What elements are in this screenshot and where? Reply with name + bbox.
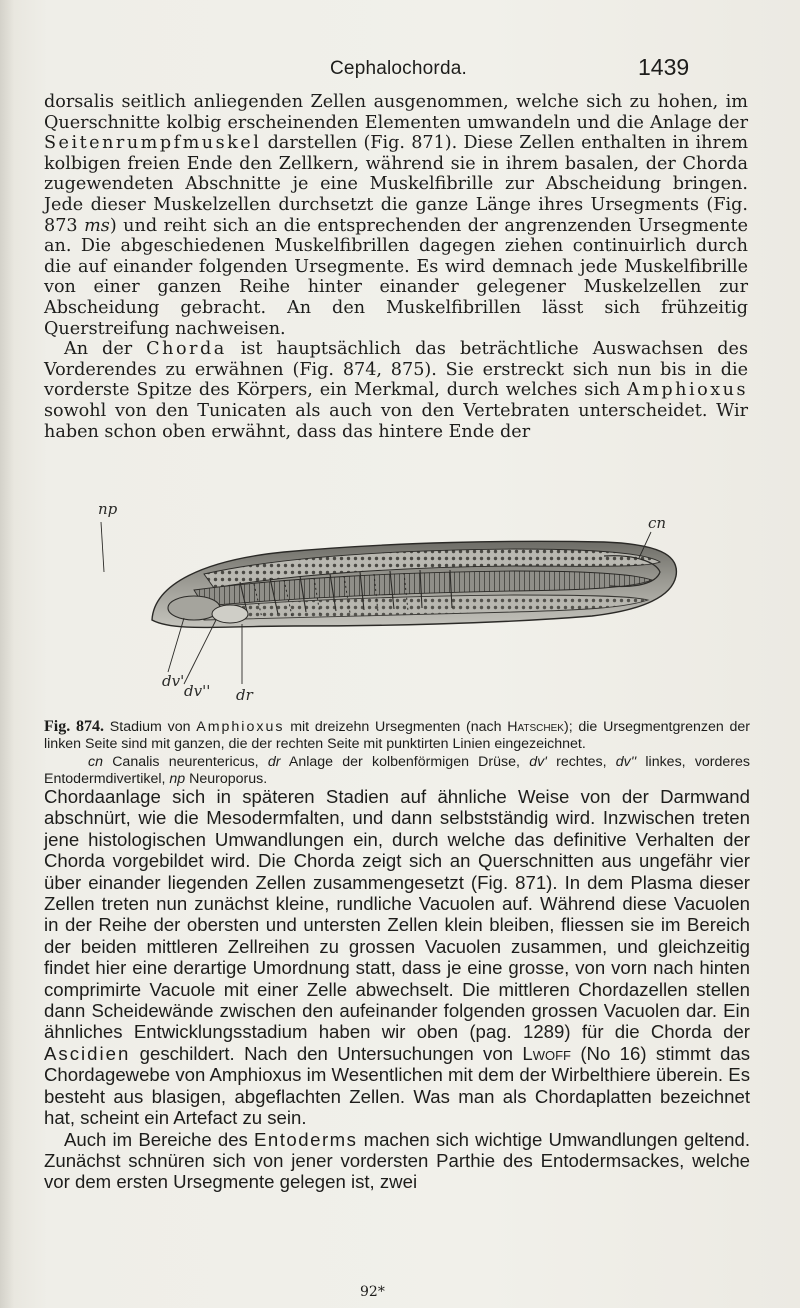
- text-run: sowohl von den Tunicaten als auch von den Vertebraten unterscheidet. Wir haben schon oben erwähnt, dass das hintere Ende der: [44, 400, 748, 442]
- text-run: mit dreizehn Ursegmenten (nach: [284, 719, 508, 735]
- text-run: rechtes,: [546, 753, 616, 770]
- printer-signature: 92*: [360, 1284, 385, 1300]
- text-run: Canalis neurentericus,: [102, 753, 268, 770]
- caption-term-amphioxus: Amphioxus: [196, 719, 285, 735]
- text-run: Auch im Bereiche des: [64, 1128, 255, 1150]
- text-run: Stadium von: [104, 719, 197, 735]
- text-run: ); die Ursegmentgrenzen der linken Seite sind mit ganzen, die der rechten Seite mit punktirten Linien eingezeichnet.: [44, 719, 751, 753]
- caption-main: [44, 718, 750, 754]
- running-title: Cephalochorda.: [330, 58, 467, 79]
- text-run: Anlage der kolbenförmigen Drüse,: [280, 753, 530, 770]
- text-run: linkes, vorderes Entodermdivertikel,: [44, 753, 751, 788]
- paragraph-chorda-development: [44, 786, 750, 1129]
- caption-author: Hatschek: [507, 719, 564, 735]
- legend-key: dv'': [615, 753, 637, 770]
- term-amphioxus: Amphioxus: [627, 380, 748, 401]
- label-dv1: dv': [162, 672, 185, 690]
- caption-legend: [44, 754, 750, 789]
- text-run: ) und reiht sich an die entsprechenden der angrenzenden Ursegmente an. Die abgeschiedenen Muskelfibrillen dagegen ziehen continuirlich durch die auf einander folgenden Ursegmente. Es wird demnach jede Muskelfibrille von einer ganzen Reihe hinter einander gelegener Muskelzellen zur Abscheidung gebracht. An den Muskelfibrillen lässt sich frühzeitig Querstreifung nachweisen.: [44, 215, 748, 339]
- label-np: np: [98, 500, 118, 518]
- label-cn: cn: [648, 514, 667, 532]
- term-chorda: Chorda: [146, 339, 227, 360]
- text-run: Neuroporus.: [185, 771, 268, 788]
- text-run: An der: [64, 339, 147, 360]
- label-dv2: dv'': [184, 682, 211, 700]
- text-run: dorsalis seitlich anliegenden Zellen ausgenommen, welche sich zu hohen, im Querschnitte kolbig erscheinenden Elementen umwandeln und die Anlage der: [44, 92, 748, 133]
- caption-figure-number: Fig. 874.: [44, 718, 105, 735]
- paragraph-muscle: [44, 92, 748, 339]
- author-lwoff: Lwoff: [522, 1042, 571, 1064]
- text-run: darstellen (Fig. 871). Diese Zellen enthalten in ihrem kolbigen freien Ende den Zellkern, während sie in ihrem basalen, der Chorda zugewendeten Abschnitte je eine Muskelfibrille zur Abscheidung bringen. Jede dieser Muskelzellen durchsetzt die ganze Länge ihres Ursegments (Fig. 873: [44, 133, 748, 236]
- term-entoderms: Entoderms: [254, 1128, 358, 1150]
- legend-key: dr: [267, 753, 281, 770]
- paragraph-entoderm: [44, 1129, 750, 1193]
- text-run: (No 16) stimmt das Chordagewebe von Amphioxus im Wesentlichen mit dem der Wirbelthiere überein. Es besteht aus blasigen, abgeflachten Zellen. Was man als Chordaplatten bezeichnet hat, scheint ein Artefact zu sein.: [44, 1042, 750, 1129]
- text-run: Chordaanlage sich in späteren Stadien auf ähnliche Weise von der Darmwand abschnürt, wie die Mesodermfalten, und dann selbstständig wird. Inzwischen treten jene histologischen Umwandlungen ein, durch welche das definitive Verhalten der Chorda vorgebildet wird. Die Chorda zeigt sich an Querschnitten aus ungefähr vier über einander liegenden Zellen zusammengesetzt (Fig. 871). In dem Plasma dieser Zellen treten nun zunächst kleine, rundliche Vacuolen auf. Während diese Vacuolen in der Reihe der obersten und untersten Zellen klein bleiben, fliessen sie im Bereich der beiden mittleren Zellreihen zu grossen Vacuolen zusammen, und gleichzeitig findet hier eine derartige Umordnung statt, dass je eine grosse, von vorn nach hinten comprimirte Vacuole mit einer Zelle abwechselt. Die mittleren Chordazellen stellen dann Scheidewände zwischen den aufeinander folgenden grossen Vacuolen dar. Ein ähnliches Entwicklungsstadium haben wir oben (pag. 1289) für die Chorda der: [44, 786, 750, 1043]
- legend-key: dv': [529, 753, 547, 770]
- term-seitenrumpfmuskel: Seitenrumpfmuskel: [44, 133, 262, 154]
- term-ascidien: Ascidien: [44, 1042, 131, 1064]
- ref-ms: ms: [84, 215, 110, 236]
- lower-body-text: [44, 786, 750, 1193]
- binding-shadow: [0, 0, 14, 1308]
- label-dr: dr: [236, 686, 253, 704]
- figure-874: [44, 492, 754, 714]
- figure-caption: [44, 718, 750, 789]
- text-run: ist hauptsächlich das beträchtliche Auswachsen des Vorderendes zu erwähnen (Fig. 874, 875). Sie erstreckt sich nun bis in die vorderste Spitze des Körpers, ein Merkmal, durch welches sich: [44, 339, 748, 401]
- text-run: machen sich wichtige Umwandlungen geltend. Zunächst schnüren sich von jener vordersten Parthie des Entodermsackes, welche vor dem ersten Ursegmente gelegen ist, zwei: [44, 1128, 751, 1193]
- legend-key: cn: [88, 753, 103, 770]
- legend-key: np: [169, 771, 186, 788]
- text-run: geschildert. Nach den Untersuchungen von: [130, 1042, 523, 1064]
- paragraph-chorda: [44, 339, 748, 442]
- page-number: 1439: [638, 54, 690, 80]
- running-head: [0, 52, 800, 86]
- upper-body-text: [44, 92, 748, 442]
